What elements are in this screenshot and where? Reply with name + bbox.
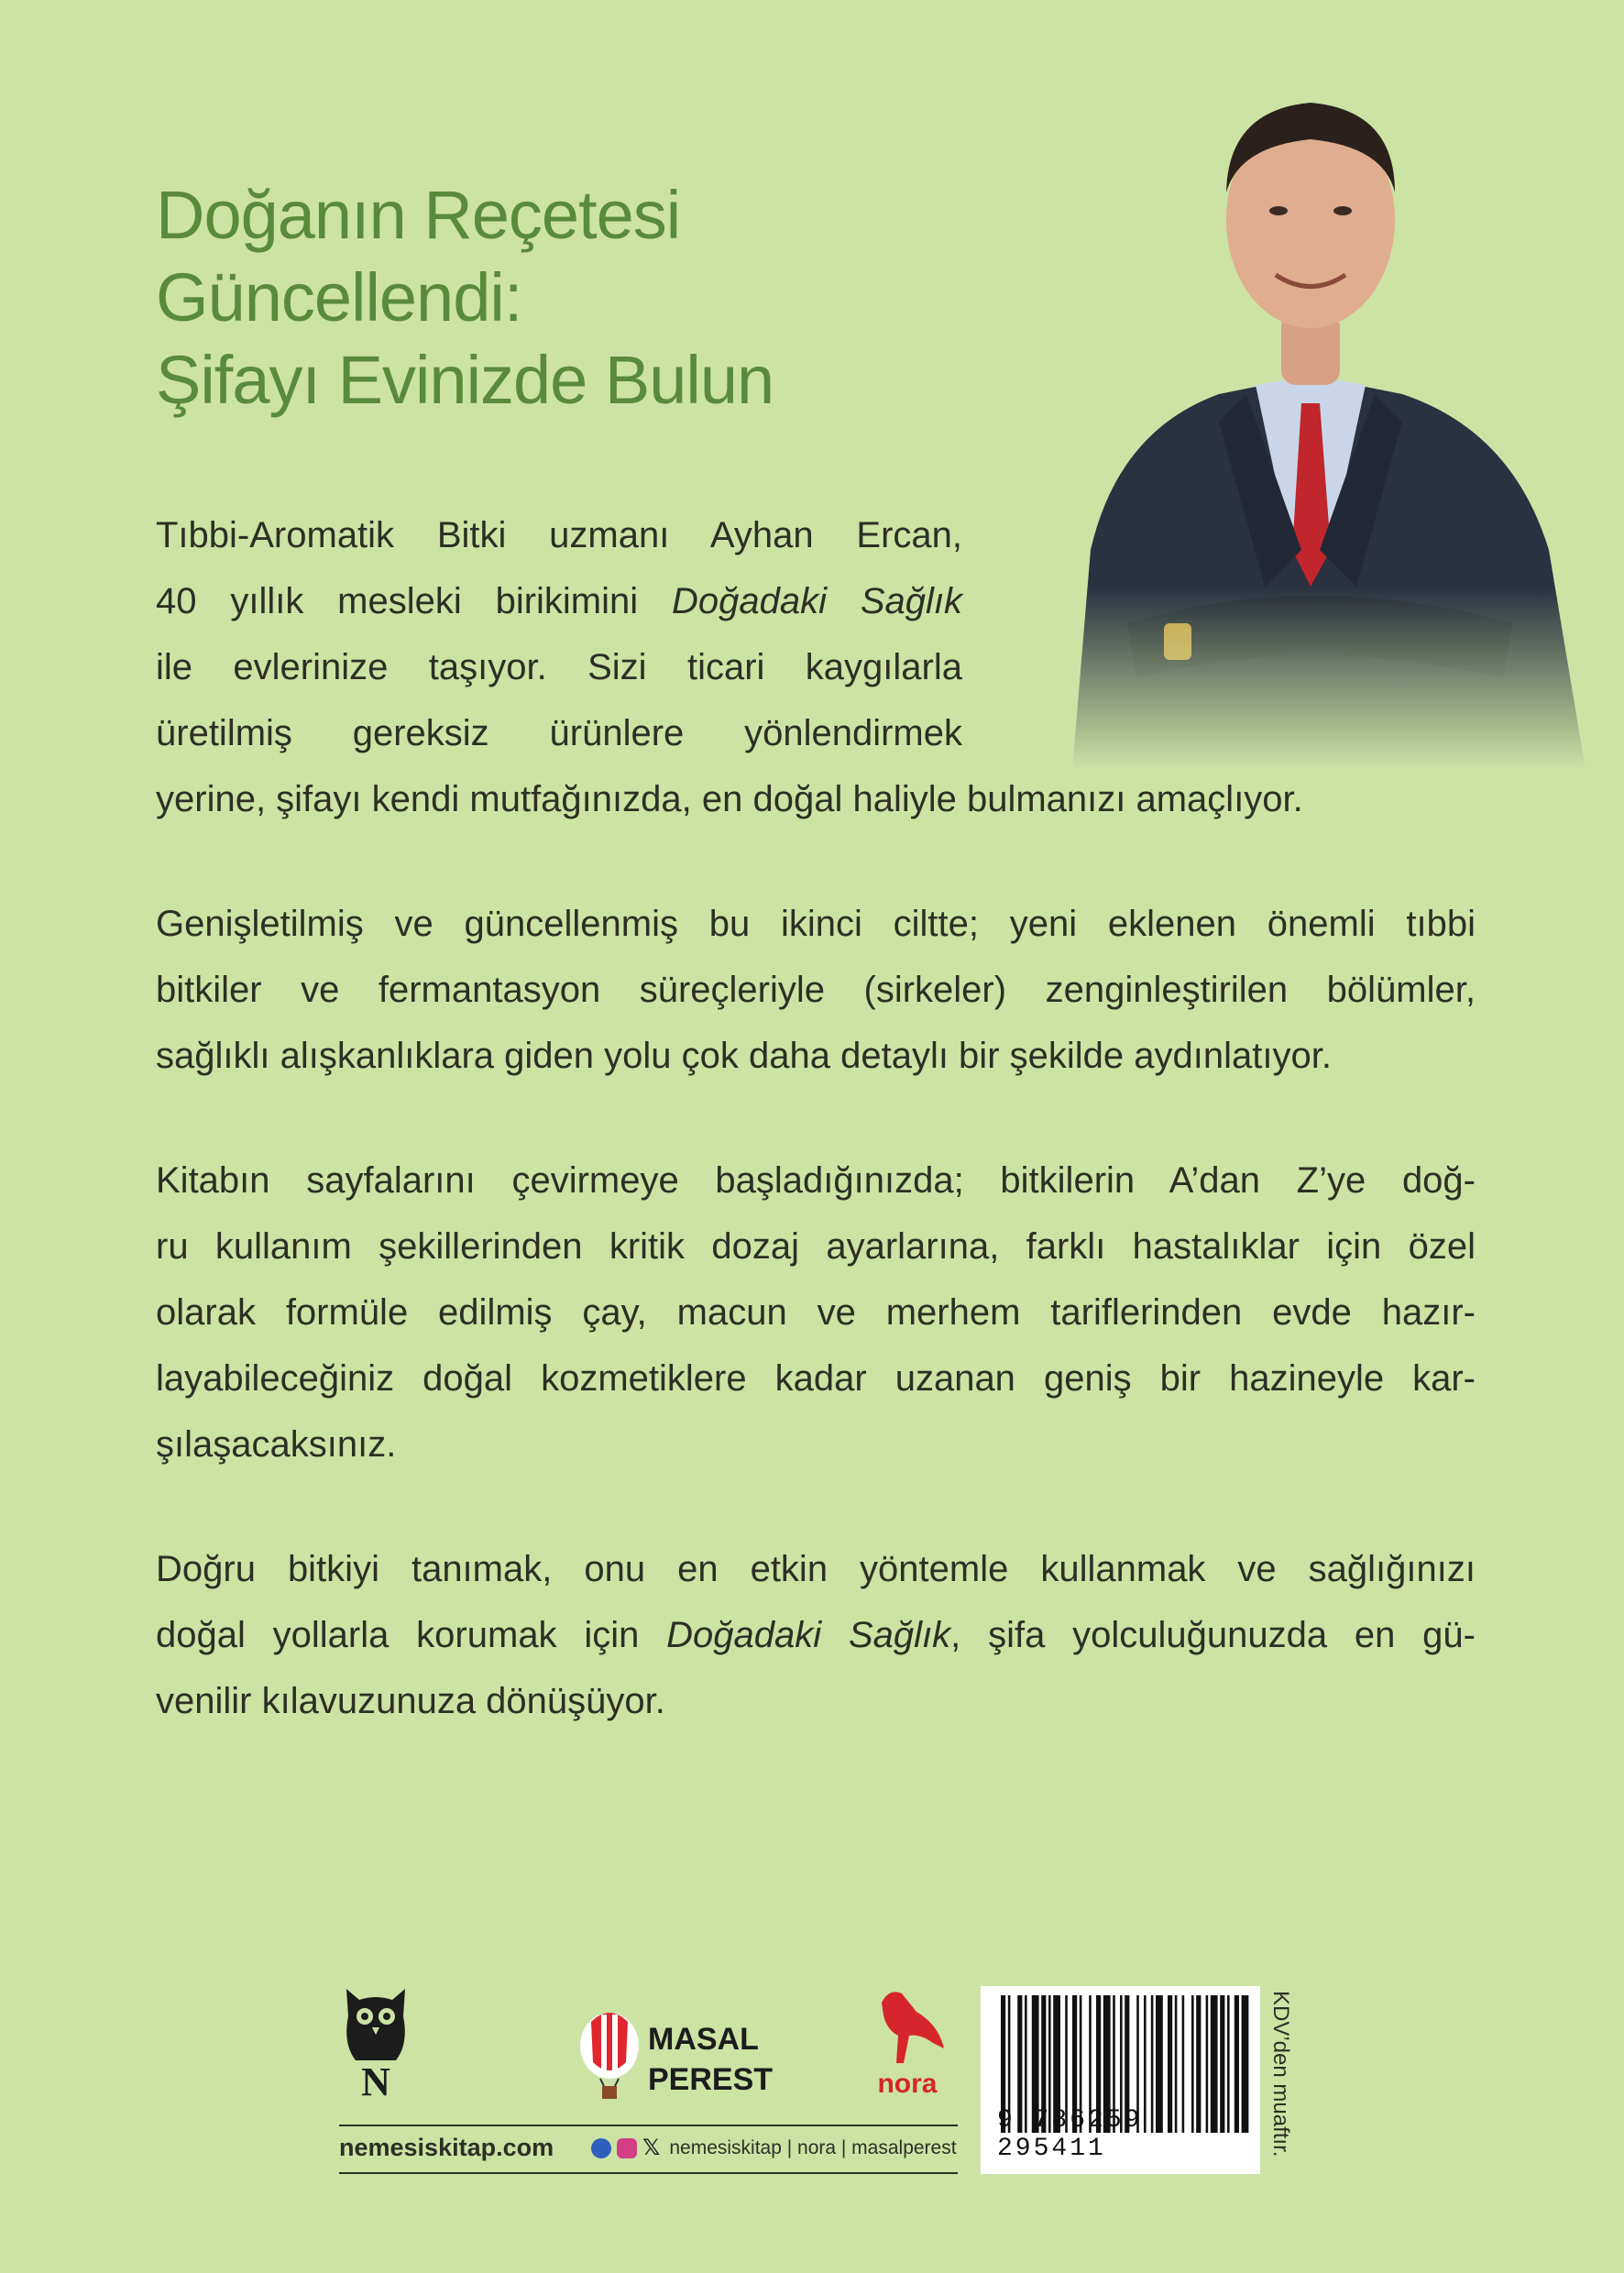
headline — [156, 174, 981, 422]
paragraph-1-line-4: üretilmiş gereksiz ürünlere yönlendirmek — [156, 713, 962, 753]
owl-logo-letter: N — [361, 2059, 390, 2104]
paragraph-1-line-2 — [156, 568, 962, 634]
paragraph-4 — [156, 1536, 1476, 1734]
headline-line-3: Şifayı Evinizde Bulun — [156, 342, 774, 418]
paragraph-1-line-2-text: 40 yıllık mesleki birikimini — [156, 581, 672, 621]
paragraph-1-line-1: Tıbbi-Aromatik Bitki uzmanı Ayhan Ercan, — [156, 515, 962, 555]
social-handles: nemesiskitap | nora | masalperest — [669, 2137, 957, 2158]
footer-divider-top — [339, 2125, 958, 2126]
social-links — [591, 2137, 957, 2159]
footer-divider-bottom — [339, 2172, 958, 2174]
masal-wordmark-top: MASAL — [648, 2022, 759, 2057]
paragraph-4-line-2-text-a: doğal yollarla korumak için — [156, 1615, 667, 1655]
paragraph-1 — [156, 502, 1476, 832]
masal-wordmark-bottom: PEREST — [648, 2062, 774, 2097]
paragraph-4-line-1: Doğru bitkiyi tanımak, onu en etkin yöntemle kullanmak ve sağlığınızı — [156, 1549, 1476, 1589]
paragraph-4-line-2 — [156, 1602, 1476, 1668]
instagram-icon[interactable] — [617, 2138, 637, 2158]
website-link[interactable]: nemesiskitap.com — [339, 2134, 554, 2161]
paragraph-1-line-3: ile evlerinize taşıyor. Sizi ticari kaygılarla — [156, 647, 962, 687]
x-icon[interactable]: 𝕏 — [642, 2136, 661, 2160]
paragraph-3-line-4: layabileceğiniz doğal kozmetiklere kadar uzanan geniş bir hazineyle kar- — [156, 1358, 1476, 1399]
paragraph-2-line-1: Genişletilmiş ve güncellenmiş bu ikinci ciltte; yeni eklenen önemli tıbbi — [156, 904, 1476, 944]
paragraph-3-line-3: olarak formüle edilmiş çay, macun ve merhem tariflerinden evde hazır- — [156, 1292, 1476, 1333]
description — [156, 502, 1476, 1793]
headline-line-2: Güncellendi: — [156, 259, 522, 335]
book-title: Doğadaki Sağlık — [671, 581, 962, 621]
paragraph-3-line-5: şılaşacaksınız. — [156, 1424, 397, 1465]
masalperest-logo — [573, 2007, 774, 2108]
isbn-number: 9 786259 295411 — [997, 2106, 1143, 2163]
facebook-icon[interactable] — [591, 2138, 611, 2158]
paragraph-2 — [156, 891, 1476, 1089]
headline-line-1: Doğanın Reçetesi — [156, 177, 681, 253]
nemesis-owl-logo — [339, 1980, 412, 2104]
paragraph-3-line-2: ru kullanım şekillerinden kritik dozaj ayarlarına, farklı hastalıklar için özel — [156, 1226, 1476, 1267]
isbn-barcode — [981, 1986, 1260, 2174]
paragraph-4-line-2-text-c: , şifa yolculuğunuzda en gü- — [950, 1615, 1476, 1655]
nora-wordmark: nora — [877, 2069, 938, 2099]
nora-logo — [861, 1984, 953, 2099]
vat-exempt-note: KDV’den muaftır. — [1268, 1991, 1293, 2158]
paragraph-3 — [156, 1147, 1476, 1477]
paragraph-3-line-1: Kitabın sayfalarını çevirmeye başladığınızda; bitkilerin A’dan Z’ye doğ- — [156, 1160, 1476, 1201]
paragraph-2-line-2: bitkiler ve fermantasyon süreçleriyle (sirkeler) zenginleştirilen bölümler, — [156, 970, 1476, 1010]
paragraph-1-line-5: yerine, şifayı kendi mutfağınızda, en doğal haliyle bulmanızı amaçlıyor. — [156, 779, 1303, 819]
book-title-2: Doğadaki Sağlık — [666, 1615, 951, 1655]
paragraph-4-line-3: venilir kılavuzunuza dönüşüyor. — [156, 1681, 665, 1721]
paragraph-2-line-3: sağlıklı alışkanlıklara giden yolu çok daha detaylı bir şekilde aydınlatıyor. — [156, 1036, 1332, 1076]
